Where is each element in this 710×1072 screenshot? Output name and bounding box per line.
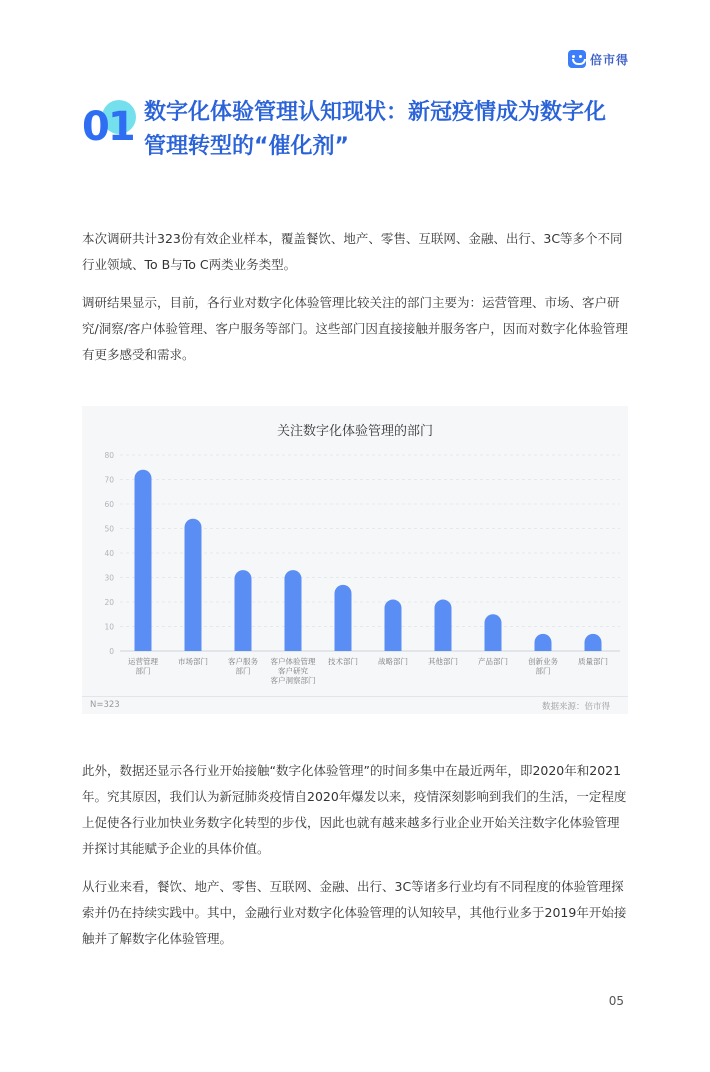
y-tick-label: 80 — [104, 451, 114, 460]
paragraph-1: 本次调研共计323份有效企业样本，覆盖餐饮、地产、零售、互联网、金融、出行、3C等多个不同行业领域、To B与To C两类业务类型。 — [82, 231, 623, 272]
y-tick-label: 0 — [109, 647, 114, 656]
paragraph-3: 此外，数据还显示各行业开始接触“数字化体验管理”的时间多集中在最近两年，即2020年和2021年。究其原因，我们认为新冠肺炎疫情自2020年爆发以来，疫情深刻影响到我们的生活，一定程度上促使各行业加快业务数字化转型的步伐，因此也就有越来越多行业企业开始关注数字化体验管理并探讨其能赋予企业的具体价值。 — [82, 763, 627, 856]
bar — [585, 634, 602, 651]
bar — [185, 519, 202, 651]
x-tick-label: 产品部门 — [478, 657, 508, 666]
brand-name: 倍市得 — [590, 52, 630, 67]
x-tick-label: 其他部门 — [428, 657, 458, 666]
bar — [235, 570, 252, 651]
x-tick-label: 运营管理 — [128, 657, 158, 666]
y-tick-label: 20 — [104, 598, 114, 607]
bar — [485, 614, 502, 651]
brand-logo — [568, 50, 629, 68]
x-tick-label: 部门 — [235, 666, 251, 676]
chart-container — [82, 406, 628, 714]
x-tick-label: 客户研究 — [278, 666, 308, 676]
bar — [135, 470, 152, 651]
bar — [435, 600, 452, 651]
x-tick-label: 质量部门 — [578, 657, 608, 666]
sample-size-note: N=323 — [90, 700, 120, 710]
section-title — [144, 96, 644, 164]
page-number: 05 — [608, 994, 624, 1008]
data-source-note: 数据来源：倍市得 — [541, 702, 610, 712]
section-heading — [82, 96, 642, 166]
chart-title: 关注数字化体验管理的部门 — [276, 424, 433, 439]
bar — [335, 585, 352, 651]
paragraph-4: 从行业来看，餐饮、地产、零售、互联网、金融、出行、3C等诸多行业均有不同程度的体验管理探索并仍在持续实践中。其中，金融行业对数字化体验管理的认知较早，其他行业多于2019年开始接触并了解数字化体验管理。 — [82, 879, 627, 946]
bar — [535, 634, 552, 651]
x-tick-label: 技术部门 — [328, 657, 358, 666]
section-title-line2: 管理转型的“催化剂” — [144, 134, 349, 159]
y-tick-label: 70 — [104, 475, 114, 485]
x-tick-label: 客户洞察部门 — [270, 676, 316, 685]
y-tick-label: 30 — [104, 573, 114, 583]
x-tick-label: 市场部门 — [178, 657, 208, 666]
y-tick-label: 50 — [104, 524, 114, 534]
paragraph-2: 调研结果显示，目前，各行业对数字化体验管理比较关注的部门主要为：运营管理、市场、客户研究/洞察/客户体验管理、客户服务等部门。这些部门因直接接触并服务客户，因而对数字化体验管理有更多感受和需求。 — [82, 295, 628, 362]
section-number: 01 — [82, 104, 134, 150]
x-tick-label: 战略部门 — [378, 657, 408, 666]
y-tick-label: 40 — [104, 549, 114, 558]
bar — [285, 570, 302, 651]
y-tick-label: 60 — [104, 500, 114, 509]
y-tick-label: 10 — [104, 622, 114, 632]
x-tick-label: 创新业务 — [528, 657, 558, 666]
x-tick-label: 客户服务 — [228, 657, 258, 666]
section-title-line1: 数字化体验管理认知现状：新冠疫情成为数字化 — [144, 100, 607, 125]
x-tick-label: 客户体验管理 — [270, 657, 316, 666]
smiley-logo-icon — [568, 50, 586, 68]
x-tick-label: 部门 — [135, 666, 151, 676]
bar — [385, 600, 402, 651]
x-tick-label: 部门 — [535, 666, 551, 676]
bar-chart — [82, 406, 628, 696]
chart-footer-divider — [82, 696, 628, 697]
